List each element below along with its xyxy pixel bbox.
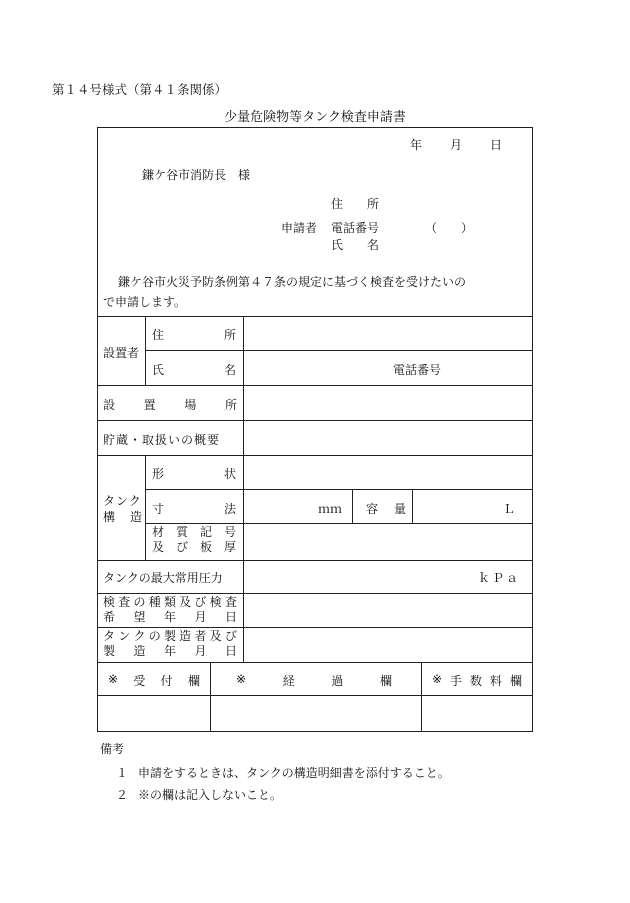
table-border-top <box>97 127 533 128</box>
vline-office-1 <box>210 662 211 731</box>
statement-line-1: 鎌ケ谷市火災予防条例第４７条の規定に基づく検査を受けたいの <box>118 275 467 289</box>
table-border-left <box>97 127 98 732</box>
reception-column-header: ※ 受 付 欄 <box>108 672 200 688</box>
installer-name-label: 氏 名 <box>152 363 236 377</box>
max-pressure-label: タンクの最大常用圧力 <box>103 571 223 585</box>
note-text: ※の欄は記入しないこと。 <box>138 788 283 802</box>
divider-shape <box>145 489 533 490</box>
inspection-label-line2: 希 望 年 月 日 <box>103 610 237 624</box>
note-number: ２ <box>116 788 129 802</box>
vline-label-column <box>243 316 244 662</box>
table-border-right <box>532 127 533 732</box>
material-label-line2: 及 び 板 厚 <box>152 540 236 554</box>
applicant-name-label: 氏 名 <box>331 238 380 252</box>
form-number: 第１４号様式（第４１条関係） <box>52 82 228 97</box>
dimensions-label: 寸 法 <box>152 502 236 516</box>
divider-after-storage <box>97 455 533 456</box>
storage-overview-label: 貯蔵・取扱いの概要 <box>103 433 221 447</box>
material-label-line1: 材 質 記 号 <box>152 525 236 539</box>
divider-installer <box>145 350 533 351</box>
vline-office-2 <box>421 662 422 731</box>
note-text: 申請をするときは、タンクの構造明細書を添付すること。 <box>138 766 450 780</box>
addressee: 鎌ケ谷市消防長 様 <box>142 168 251 182</box>
month-label: 月 <box>449 138 462 152</box>
divider-after-location <box>97 420 533 421</box>
vline-capacity-right <box>412 489 413 523</box>
installer-address-label: 住 所 <box>152 328 236 342</box>
statement-line-2: で申請します。 <box>103 295 187 309</box>
divider-header <box>97 316 533 317</box>
date-line <box>410 136 502 153</box>
divider-after-manufacturer <box>97 662 533 663</box>
progress-column-header: ※ 経 過 欄 <box>236 672 392 688</box>
tank-structure-label-line2: 構 造 <box>103 510 142 524</box>
vline-capacity-left <box>352 489 353 523</box>
applicant-phone-label: 電話番号 <box>331 221 380 235</box>
applicant-phone-parens: （ ） <box>425 221 474 235</box>
vline-installer <box>145 316 146 385</box>
manufacturer-label-line1: タ ン ク の 製 造 者 及 び <box>103 629 237 643</box>
divider-after-tank <box>97 560 533 561</box>
year-label: 年 <box>410 138 423 152</box>
divider-office-header <box>97 695 533 696</box>
divider-after-pressure <box>97 593 533 594</box>
form-title: 少量危険物等タンク検査申請書 <box>224 110 406 125</box>
applicant-label: 申請者 <box>281 221 318 235</box>
divider-dimensions <box>145 523 533 524</box>
installer-phone-label: 電話番号 <box>393 363 442 377</box>
inspection-label-line1: 検 査 の 種 類 及 び 検 査 <box>103 595 237 609</box>
installer-label: 設置者 <box>103 346 140 360</box>
capacity-label: 容 量 <box>366 502 406 516</box>
fee-column-header: ※ 手 数 料 欄 <box>432 672 522 688</box>
liter-unit: Ｌ <box>503 502 516 516</box>
note-number: １ <box>116 766 129 780</box>
shape-label: 形 状 <box>152 467 236 481</box>
divider-after-inspection <box>97 627 533 628</box>
manufacturer-label-line2: 製 造 年 月 日 <box>103 644 237 658</box>
divider-after-installer <box>97 385 533 386</box>
day-label: 日 <box>489 138 502 152</box>
note-item-2 <box>116 786 282 803</box>
table-border-bottom <box>97 731 533 732</box>
kpa-unit: ｋＰａ <box>478 571 521 585</box>
tank-structure-label-line1: タンク <box>103 494 142 508</box>
vline-tank <box>145 455 146 560</box>
note-item-1 <box>116 764 450 781</box>
location-label: 設 置 場 所 <box>103 398 237 412</box>
notes-heading: 備考 <box>100 742 125 756</box>
applicant-address-label: 住 所 <box>331 197 380 211</box>
mm-unit: ｍｍ <box>318 502 343 516</box>
